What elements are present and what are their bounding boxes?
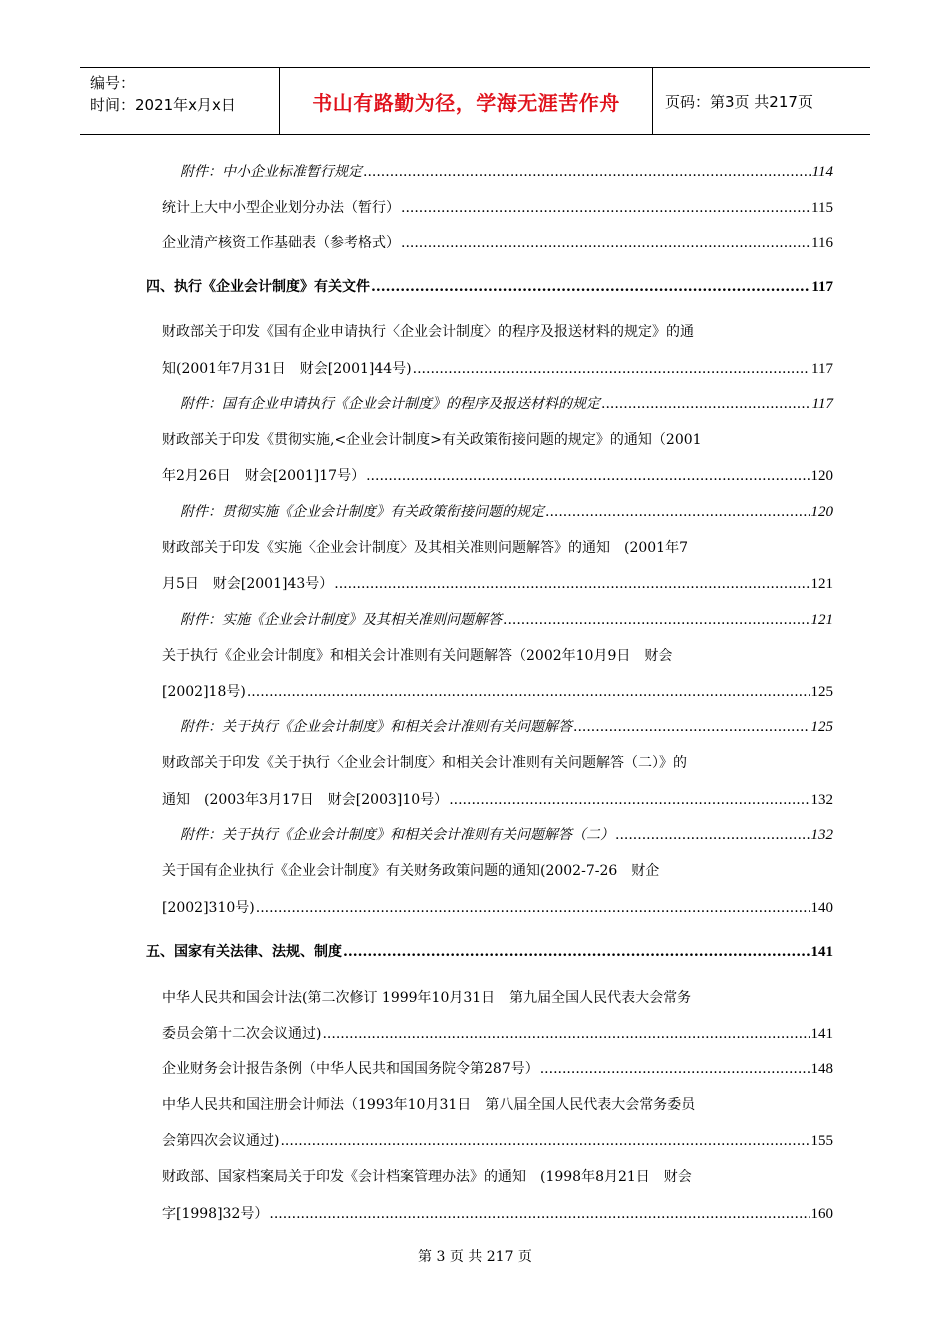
dot-leader (363, 164, 811, 180)
dot-leader (269, 1206, 809, 1222)
toc-section-page: 117 (811, 279, 833, 295)
toc-entry-title: [2002]310号) (162, 900, 255, 916)
toc-entry-title-line1: 财政部关于印发《贯彻实施,<企业会计制度>有关政策衔接问题的规定》的通知（2001 (162, 432, 702, 448)
toc-entry-page: 132 (810, 792, 833, 808)
toc-entry-line1[interactable] (162, 1094, 833, 1114)
toc-entry-page: 132 (810, 827, 833, 843)
toc-entry-line1[interactable] (162, 537, 833, 557)
toc-section-page: 141 (810, 944, 833, 960)
dot-leader (322, 1026, 809, 1042)
dot-leader (573, 719, 810, 735)
page-header (80, 67, 870, 135)
toc-entry-line1[interactable] (162, 429, 833, 449)
dot-leader (503, 612, 810, 628)
toc-entry-page: 160 (810, 1206, 833, 1222)
toc-entry[interactable] (180, 393, 833, 413)
toc-entry-line1[interactable] (162, 860, 833, 880)
toc-entry-title-line1: 财政部关于印发《实施〈企业会计制度〉及其相关准则问题解答》的通知 (2001年7 (162, 540, 688, 556)
dot-leader (413, 361, 810, 377)
dot-leader (343, 944, 810, 960)
toc-entry-line1[interactable] (162, 321, 833, 341)
toc-entry-title: 月5日 财会[2001]43号） (162, 576, 334, 592)
toc-section[interactable] (146, 276, 833, 296)
toc-entry-title: [2002]18号) (162, 684, 246, 700)
page-footer: 第 3 页 共 217 页 (418, 1249, 532, 1265)
dot-leader (247, 684, 810, 700)
toc-entry-line1[interactable] (162, 987, 833, 1007)
toc-entry[interactable] (162, 573, 833, 593)
toc-entry-title: 年2月26日 财会[2001]17号） (162, 468, 366, 484)
toc-entry[interactable] (162, 465, 833, 485)
toc-entry[interactable] (162, 232, 833, 252)
toc-entry[interactable] (162, 1023, 833, 1043)
toc-entry-title: 附件：中小企业标准暂行规定 (180, 164, 362, 180)
toc-entry-page: 117 (811, 361, 833, 377)
toc-entry[interactable] (162, 681, 833, 701)
toc-entry[interactable] (180, 161, 833, 181)
toc-entry-title-line1: 财政部关于印发《国有企业申请执行〈企业会计制度〉的程序及报送材料的规定》的通 (162, 324, 694, 340)
toc-entry-line1[interactable] (162, 645, 833, 665)
toc-entry-title-line1: 中华人民共和国注册会计师法（1993年10月31日 第八届全国人民代表大会常务委员 (162, 1097, 696, 1113)
dot-leader (449, 792, 809, 808)
dot-leader (366, 468, 809, 484)
toc-entry-page: 140 (810, 900, 833, 916)
toc-entry-page: 141 (810, 1026, 833, 1042)
toc-entry-title: 附件：关于执行《企业会计制度》和相关会计准则有关问题解答 (180, 719, 572, 735)
toc-entry-page: 148 (810, 1061, 833, 1077)
motto: 书山有路勤为径，学海无涯苦作舟 (279, 68, 653, 134)
toc-entry-title: 委员会第十二次会议通过) (162, 1026, 322, 1042)
toc-entry[interactable] (180, 501, 833, 521)
toc-entry-page: 155 (810, 1133, 833, 1149)
toc-entry-title-line1: 关于执行《企业会计制度》和相关会计准则有关问题解答（2002年10月9日 财会 (162, 648, 673, 664)
toc-entry[interactable] (162, 1058, 833, 1078)
toc-entry-title: 通知 (2003年3月17日 财会[2003]10号） (162, 792, 449, 808)
dot-leader (256, 900, 810, 916)
toc-entry-title: 知(2001年7月31日 财会[2001]44号) (162, 361, 412, 377)
dot-leader (280, 1133, 809, 1149)
dot-leader (401, 200, 810, 216)
number-label: 编号： (90, 74, 136, 92)
toc-entry-title: 附件：关于执行《企业会计制度》和相关会计准则有关问题解答（二） (180, 827, 614, 843)
toc-entry-page: 125 (810, 684, 833, 700)
dot-leader (334, 576, 809, 592)
toc-entry-title: 企业清产核资工作基础表（参考格式） (162, 235, 400, 251)
dot-leader (371, 279, 810, 295)
page-info: 页码：第3页 共217页 (665, 92, 813, 111)
toc-entry-title: 统计上大中小型企业划分办法（暂行） (162, 200, 400, 216)
toc-entry-page: 120 (810, 468, 833, 484)
toc-entry-title: 附件：实施《企业会计制度》及其相关准则问题解答 (180, 612, 502, 628)
toc-entry-title-line1: 中华人民共和国会计法(第二次修订 1999年10月31日 第九届全国人民代表大会常务 (162, 990, 692, 1006)
toc-entry-page: 116 (811, 235, 833, 251)
toc-entry[interactable] (180, 609, 833, 629)
dot-leader (401, 235, 810, 251)
toc-entry-line1[interactable] (162, 752, 833, 772)
time-label: 时间：2021年x月x日 (90, 96, 236, 114)
toc-entry-title: 企业财务会计报告条例（中华人民共和国国务院令第287号） (162, 1061, 539, 1077)
toc-entry-title-line1: 关于国有企业执行《企业会计制度》有关财务政策问题的通知(2002-7-26 财企 (162, 863, 660, 879)
toc-entry-page: 114 (811, 164, 833, 180)
toc-entry-page: 115 (811, 200, 833, 216)
header-meta (80, 68, 279, 134)
toc-entry-page: 125 (810, 719, 833, 735)
dot-leader (545, 504, 810, 520)
dot-leader (540, 1061, 810, 1077)
toc-entry[interactable] (162, 789, 833, 809)
toc-entry-title-line1: 财政部关于印发《关于执行〈企业会计制度〉和相关会计准则有关问题解答（二）》的 (162, 755, 687, 771)
toc-section-title: 四、执行《企业会计制度》有关文件 (146, 279, 370, 295)
toc-entry[interactable] (162, 1203, 833, 1223)
toc-entry-line1[interactable] (162, 1166, 833, 1186)
dot-leader (601, 396, 811, 412)
toc-entry[interactable] (162, 197, 833, 217)
toc-entry-page: 121 (810, 576, 833, 592)
toc-entry[interactable] (162, 358, 833, 378)
toc-entry-title-line1: 财政部、国家档案局关于印发《会计档案管理办法》的通知 (1998年8月21日 财会 (162, 1169, 692, 1185)
toc-entry-page: 121 (810, 612, 833, 628)
toc-section[interactable] (146, 941, 833, 961)
dot-leader (615, 827, 810, 843)
toc-entry[interactable] (180, 716, 833, 736)
toc-section-title: 五、国家有关法律、法规、制度 (146, 944, 342, 960)
toc-entry-title: 附件：国有企业申请执行《企业会计制度》的程序及报送材料的规定 (180, 396, 600, 412)
toc-entry-title: 附件：贯彻实施《企业会计制度》有关政策衔接问题的规定 (180, 504, 544, 520)
toc-entry[interactable] (180, 824, 833, 844)
toc-entry-page: 120 (810, 504, 833, 520)
toc-entry-title: 会第四次会议通过) (162, 1133, 280, 1149)
toc-entry[interactable] (162, 897, 833, 917)
toc-entry-page: 117 (811, 396, 833, 412)
toc-entry-title: 字[1998]32号） (162, 1206, 269, 1222)
toc-entry[interactable] (162, 1130, 833, 1150)
